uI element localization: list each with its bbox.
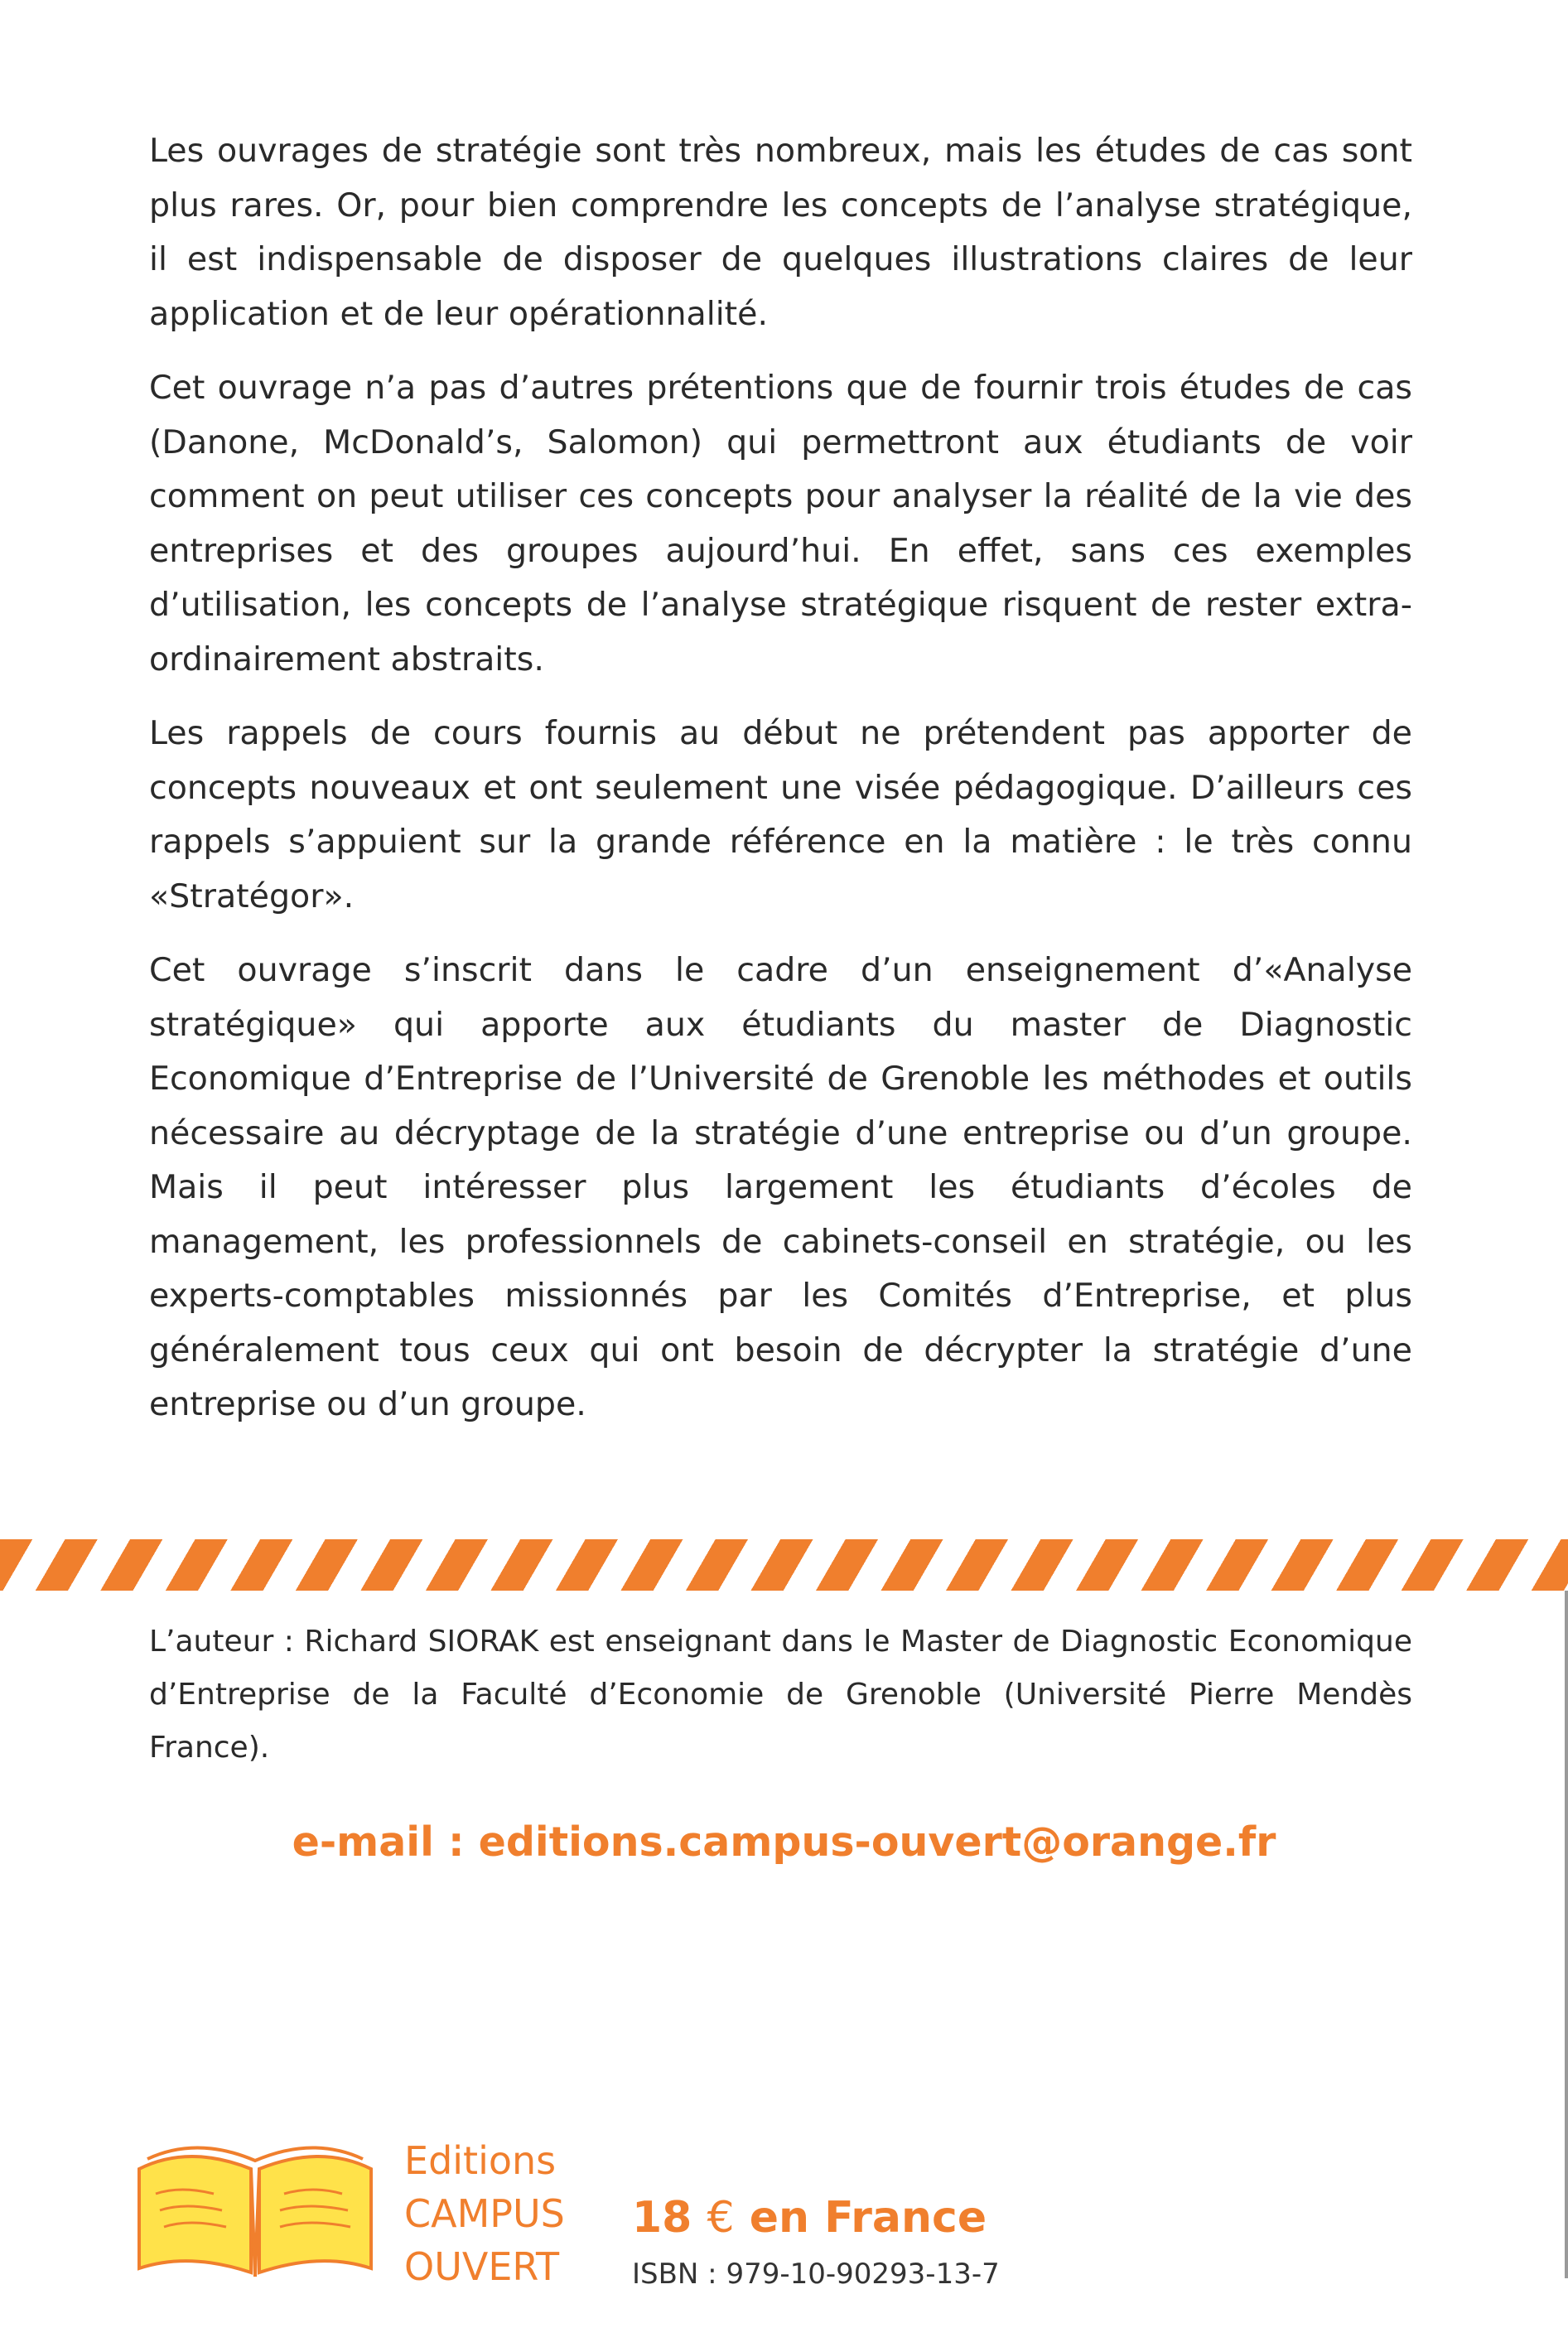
price-amount: 18: [632, 2193, 692, 2243]
publisher-name: [404, 2134, 565, 2293]
publisher-line-1: Editions: [404, 2138, 557, 2183]
email-contact[interactable]: e-mail : editions.campus-ouvert@orange.fr: [292, 1818, 1276, 1866]
publisher-line-3: OUVERT: [404, 2244, 560, 2289]
paragraph-2: Cet ouvrage n’a pas d’autres prétentions que de fournir trois études de cas (Danone, McDonald’s, Salomon) qui permettront aux étudiants de voir comment on peut utiliser ces concepts pour analyser la réalité de la vie des entreprises et des groupes aujourd’hui. En effet, sans ces exemples d’utilisation, les concepts de l’analyse stratégique risquent de rester extra-ordinairement abstraits.: [149, 369, 1412, 679]
isbn: ISBN : 979-10-90293-13-7: [632, 2258, 1000, 2291]
page-edge: [1565, 1591, 1568, 2278]
striped-divider: [0, 1539, 1568, 1591]
open-book-icon: [131, 2136, 379, 2281]
price-suffix: en France: [749, 2193, 987, 2243]
author-bio: L’auteur : Richard SIORAK est enseignant dans le Master de Diagnostic Economique d’Entreprise de la Faculté d’Economie de Grenoble (Université Pierre Mendès France).: [149, 1625, 1412, 1765]
paragraph-3: Les rappels de cours fournis au début ne prétendent pas apporter de concepts nouveaux et ont seulement une visée pédagogique. D’ailleurs ces rappels s’appuient sur la grande référence en la matière : le très connu «Stratégor».: [149, 714, 1412, 915]
paragraph-4: Cet ouvrage s’inscrit dans le cadre d’un enseignement d’«Analyse stratégique» qui apporte aux étudiants du master de Diagnostic Economique d’Entreprise de l’Université de Grenoble les méthodes et outils nécessaire au décryptage de la stratégie d’une entreprise ou d’un groupe. Mais il peut intéresser plus largement les étudiants d’écoles de management, les professionnels de cabinets-conseil en stratégie, ou les experts-comptables missionnés par les Comités d’Entreprise, et plus généralement tous ceux qui ont besoin de décrypter la stratégie d’une entreprise ou d’un groupe.: [149, 951, 1412, 1423]
publisher-line-2: CAMPUS: [404, 2191, 565, 2236]
price: [632, 2193, 987, 2243]
back-cover-text: [149, 124, 1412, 1452]
paragraph-1: Les ouvrages de stratégie sont très nombreux, mais les études de cas sont plus rares. Or, pour bien comprendre les concepts de l’analyse stratégique, il est indispensable de disposer de quelques illustrations claires de leur application et de leur opérationnalité.: [149, 132, 1412, 333]
euro-icon: €: [707, 2193, 735, 2243]
